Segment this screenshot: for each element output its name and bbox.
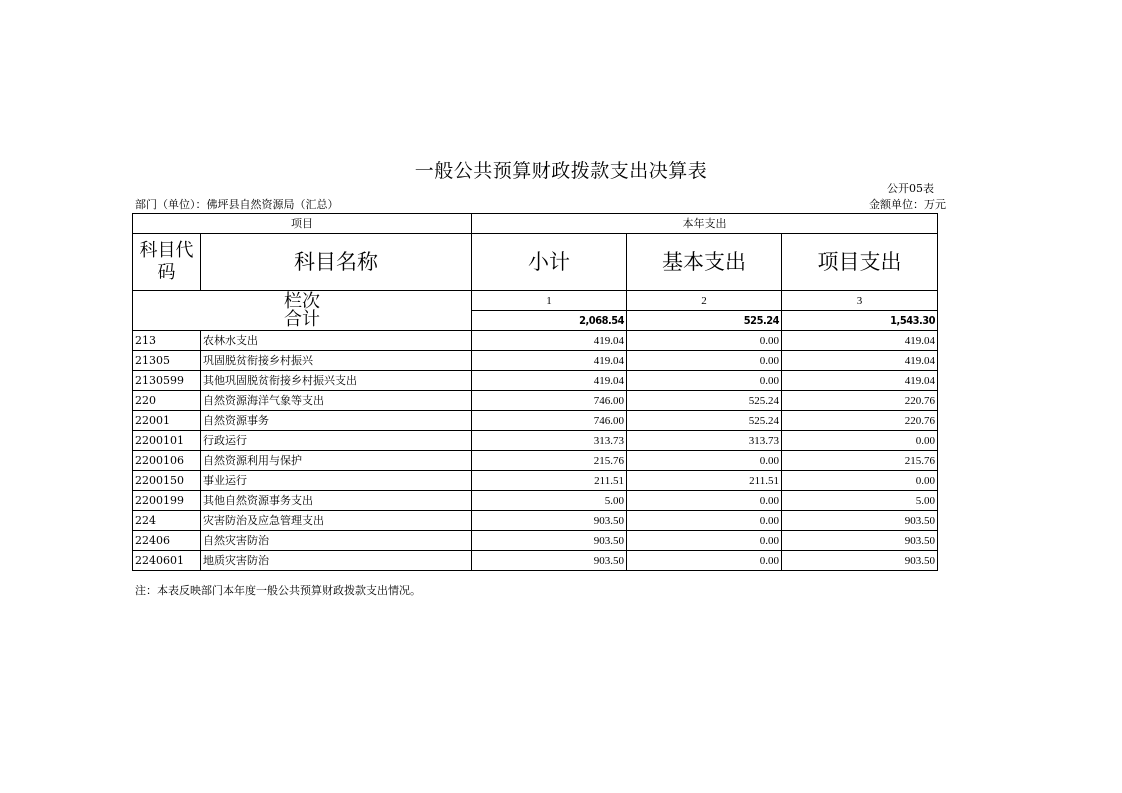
subtotal-cell: 313.73 — [472, 431, 627, 451]
subject-name-cell: 灾害防治及应急管理支出 — [201, 511, 472, 531]
subject-code-cell: 213 — [133, 331, 201, 351]
project-expense-cell: 903.50 — [782, 531, 938, 551]
subject-code-cell: 2200106 — [133, 451, 201, 471]
subtotal-cell: 903.50 — [472, 511, 627, 531]
basic-expense-cell: 211.51 — [627, 471, 782, 491]
subject-name-cell: 行政运行 — [201, 431, 472, 451]
subtotal-cell: 5.00 — [472, 491, 627, 511]
subject-name-cell: 地质灾害防治 — [201, 551, 472, 571]
table-row — [133, 391, 938, 411]
page-title: 一般公共预算财政拨款支出决算表 — [414, 160, 708, 182]
table-row — [133, 451, 938, 471]
subject-code-cell: 220 — [133, 391, 201, 411]
col-index-2: 2 — [627, 291, 782, 311]
col-basic-header: 基本支出 — [627, 234, 782, 291]
subtotal-cell: 211.51 — [472, 471, 627, 491]
col-subtotal-header: 小计 — [472, 234, 627, 291]
subject-name-cell: 自然资源利用与保护 — [201, 451, 472, 471]
table-row — [133, 351, 938, 371]
group-item-header: 项目 — [133, 214, 472, 234]
table-row — [133, 471, 938, 491]
column-index-and-total-row — [133, 291, 938, 311]
table-row — [133, 511, 938, 531]
basic-expense-cell: 0.00 — [627, 331, 782, 351]
subject-code-cell: 22406 — [133, 531, 201, 551]
subject-code-cell: 224 — [133, 511, 201, 531]
basic-expense-cell: 313.73 — [627, 431, 782, 451]
footnote: 注：本表反映部门本年度一般公共预算财政拨款支出情况。 — [135, 584, 421, 597]
department-label: 部门（单位）：佛坪县自然资源局（汇总） — [135, 198, 339, 211]
basic-expense-cell: 0.00 — [627, 511, 782, 531]
col-index-3: 3 — [782, 291, 938, 311]
subject-code-cell: 22001 — [133, 411, 201, 431]
subject-code-cell: 2130599 — [133, 371, 201, 391]
subtotal-cell: 903.50 — [472, 551, 627, 571]
project-expense-cell: 903.50 — [782, 511, 938, 531]
project-expense-cell: 0.00 — [782, 431, 938, 451]
subtotal-cell: 419.04 — [472, 351, 627, 371]
project-expense-cell: 220.76 — [782, 411, 938, 431]
project-expense-cell: 215.76 — [782, 451, 938, 471]
col-name-header: 科目名称 — [201, 234, 472, 291]
header-group-row — [133, 214, 938, 234]
basic-expense-cell: 525.24 — [627, 391, 782, 411]
basic-expense-cell: 525.24 — [627, 411, 782, 431]
table-row — [133, 551, 938, 571]
col-index-1: 1 — [472, 291, 627, 311]
table-row — [133, 411, 938, 431]
total-basic: 525.24 — [627, 311, 782, 331]
subtotal-cell: 903.50 — [472, 531, 627, 551]
table-row — [133, 431, 938, 451]
basic-expense-cell: 0.00 — [627, 551, 782, 571]
basic-expense-cell: 0.00 — [627, 531, 782, 551]
project-expense-cell: 0.00 — [782, 471, 938, 491]
subject-name-cell: 自然资源事务 — [201, 411, 472, 431]
subject-code-cell: 2200199 — [133, 491, 201, 511]
subject-name-cell: 自然灾害防治 — [201, 531, 472, 551]
project-expense-cell: 419.04 — [782, 331, 938, 351]
basic-expense-cell: 0.00 — [627, 451, 782, 471]
basic-expense-cell: 0.00 — [627, 351, 782, 371]
subject-code-cell: 21305 — [133, 351, 201, 371]
subject-name-cell: 自然资源海洋气象等支出 — [201, 391, 472, 411]
table-row — [133, 371, 938, 391]
subtotal-cell: 419.04 — [472, 371, 627, 391]
subtotal-cell: 746.00 — [472, 411, 627, 431]
subject-name-cell: 其他自然资源事务支出 — [201, 491, 472, 511]
column-header-row — [133, 234, 938, 291]
group-expense-header: 本年支出 — [472, 214, 938, 234]
subtotal-cell: 215.76 — [472, 451, 627, 471]
expenditure-table — [132, 213, 938, 571]
subject-name-cell: 事业运行 — [201, 471, 472, 491]
project-expense-cell: 220.76 — [782, 391, 938, 411]
basic-expense-cell: 0.00 — [627, 371, 782, 391]
subject-name-cell: 其他巩固脱贫衔接乡村振兴支出 — [201, 371, 472, 391]
project-expense-cell: 903.50 — [782, 551, 938, 571]
column-index-label: 栏次 — [284, 290, 320, 312]
col-project-header: 项目支出 — [782, 234, 938, 291]
form-number: 公开05表 — [887, 182, 934, 195]
total-label: 合计 — [284, 308, 320, 330]
basic-expense-cell: 0.00 — [627, 491, 782, 511]
subject-code-cell: 2200150 — [133, 471, 201, 491]
project-expense-cell: 5.00 — [782, 491, 938, 511]
table-row — [133, 331, 938, 351]
table-row — [133, 491, 938, 511]
subtotal-cell: 746.00 — [472, 391, 627, 411]
subject-code-cell: 2240601 — [133, 551, 201, 571]
column-index-total-label — [133, 291, 472, 331]
subtotal-cell: 419.04 — [472, 331, 627, 351]
total-project: 1,543.30 — [782, 311, 938, 331]
col-code-header: 科目代码 — [133, 234, 201, 291]
subject-name-cell: 农林水支出 — [201, 331, 472, 351]
table-row — [133, 531, 938, 551]
total-subtotal: 2,068.54 — [472, 311, 627, 331]
amount-unit-label: 金额单位：万元 — [869, 198, 946, 211]
project-expense-cell: 419.04 — [782, 371, 938, 391]
subject-code-cell: 2200101 — [133, 431, 201, 451]
subject-name-cell: 巩固脱贫衔接乡村振兴 — [201, 351, 472, 371]
project-expense-cell: 419.04 — [782, 351, 938, 371]
